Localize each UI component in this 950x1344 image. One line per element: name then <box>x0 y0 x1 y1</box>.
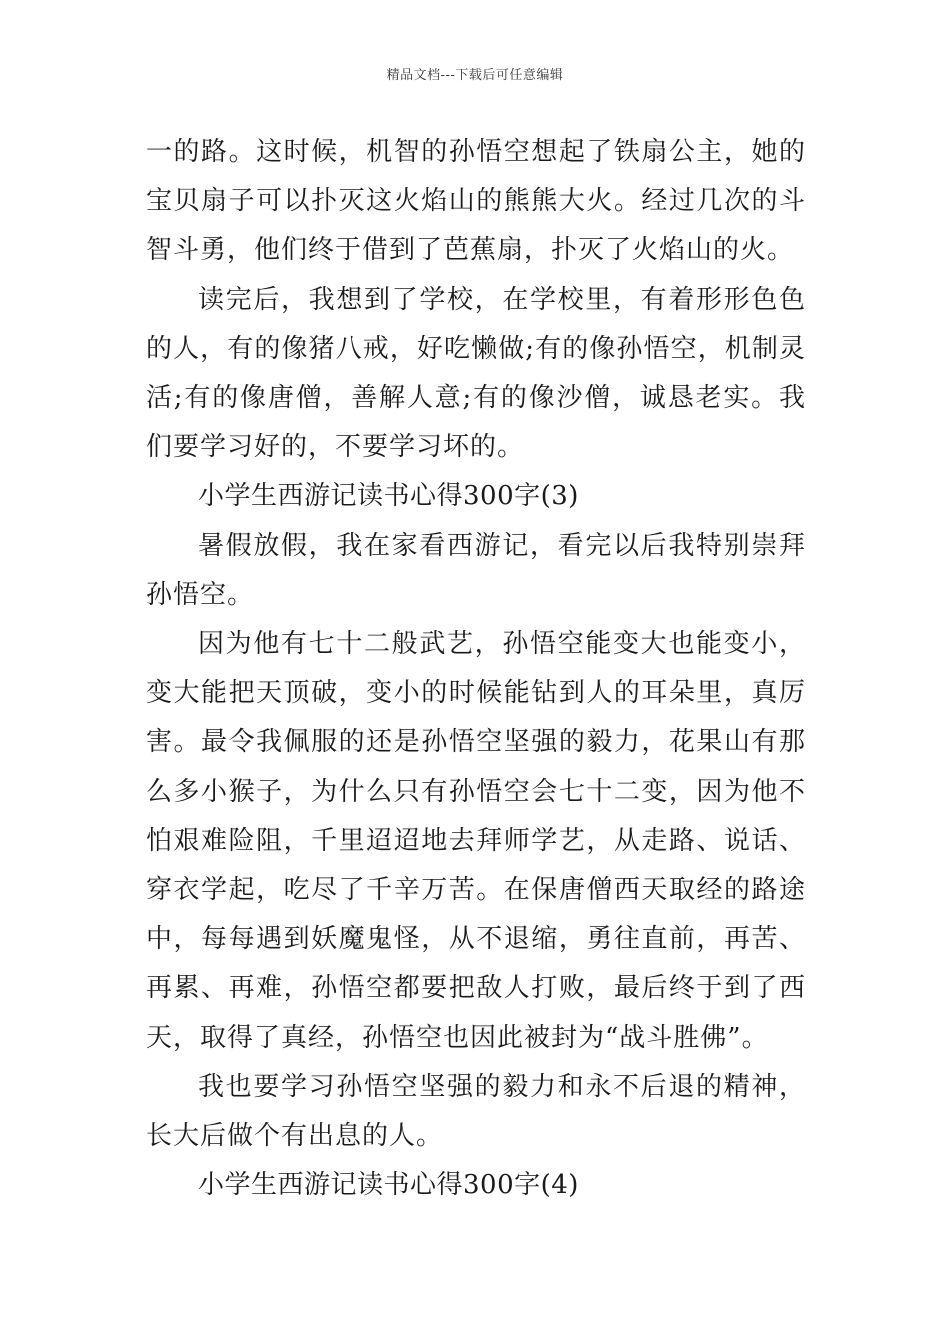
paragraph: 我也要学习孙悟空坚强的毅力和永不后退的精神，长大后做个有出息的人。 <box>146 1071 806 1152</box>
section-heading: 小学生西游记读书心得300字(3) <box>198 481 579 512</box>
paragraph: 暑假放假，我在家看西游记，看完以后我特别崇拜孙悟空。 <box>146 530 806 610</box>
document-body <box>146 128 806 1210</box>
section-heading: 小学生西游记读书心得300字(4) <box>198 1170 579 1201</box>
paragraph: 读完后，我想到了学校，在学校里，有着形形色色的人，有的像猪八戒，好吃懒做;有的像孙悟空，机制灵活;有的像唐僧，善解人意;有的像沙僧，诚恳老实。我们要学习好的，不要学习坏的。 <box>146 284 806 463</box>
paragraph: 因为他有七十二般武艺，孙悟空能变大也能变小，变大能把天顶破，变小的时候能钻到人的耳朵里，真厉害。最令我佩服的还是孙悟空坚强的毅力，花果山有那么多小猴子，为什么只有孙悟空会七十二变，因为他不怕艰难险阻，千里迢迢地去拜师学艺，从走路、说话、穿衣学起，吃尽了千辛万苦。在保唐僧西天取经的路途中，每每遇到妖魔鬼怪，从不退缩，勇往直前，再苦、再累、再难，孙悟空都要把敌人打败，最后终于到了西天，取得了真经，孙悟空也因此被封为“战斗胜佛”。 <box>146 629 806 1053</box>
paragraph-continuation: 一的路。这时候，机智的孙悟空想起了铁扇公主，她的宝贝扇子可以扑灭这火焰山的熊熊大火。经过几次的斗智斗勇，他们终于借到了芭蕉扇，扑灭了火焰山的火。 <box>146 137 806 266</box>
page-header: 精品文档---下载后可任意编辑 <box>386 68 564 83</box>
